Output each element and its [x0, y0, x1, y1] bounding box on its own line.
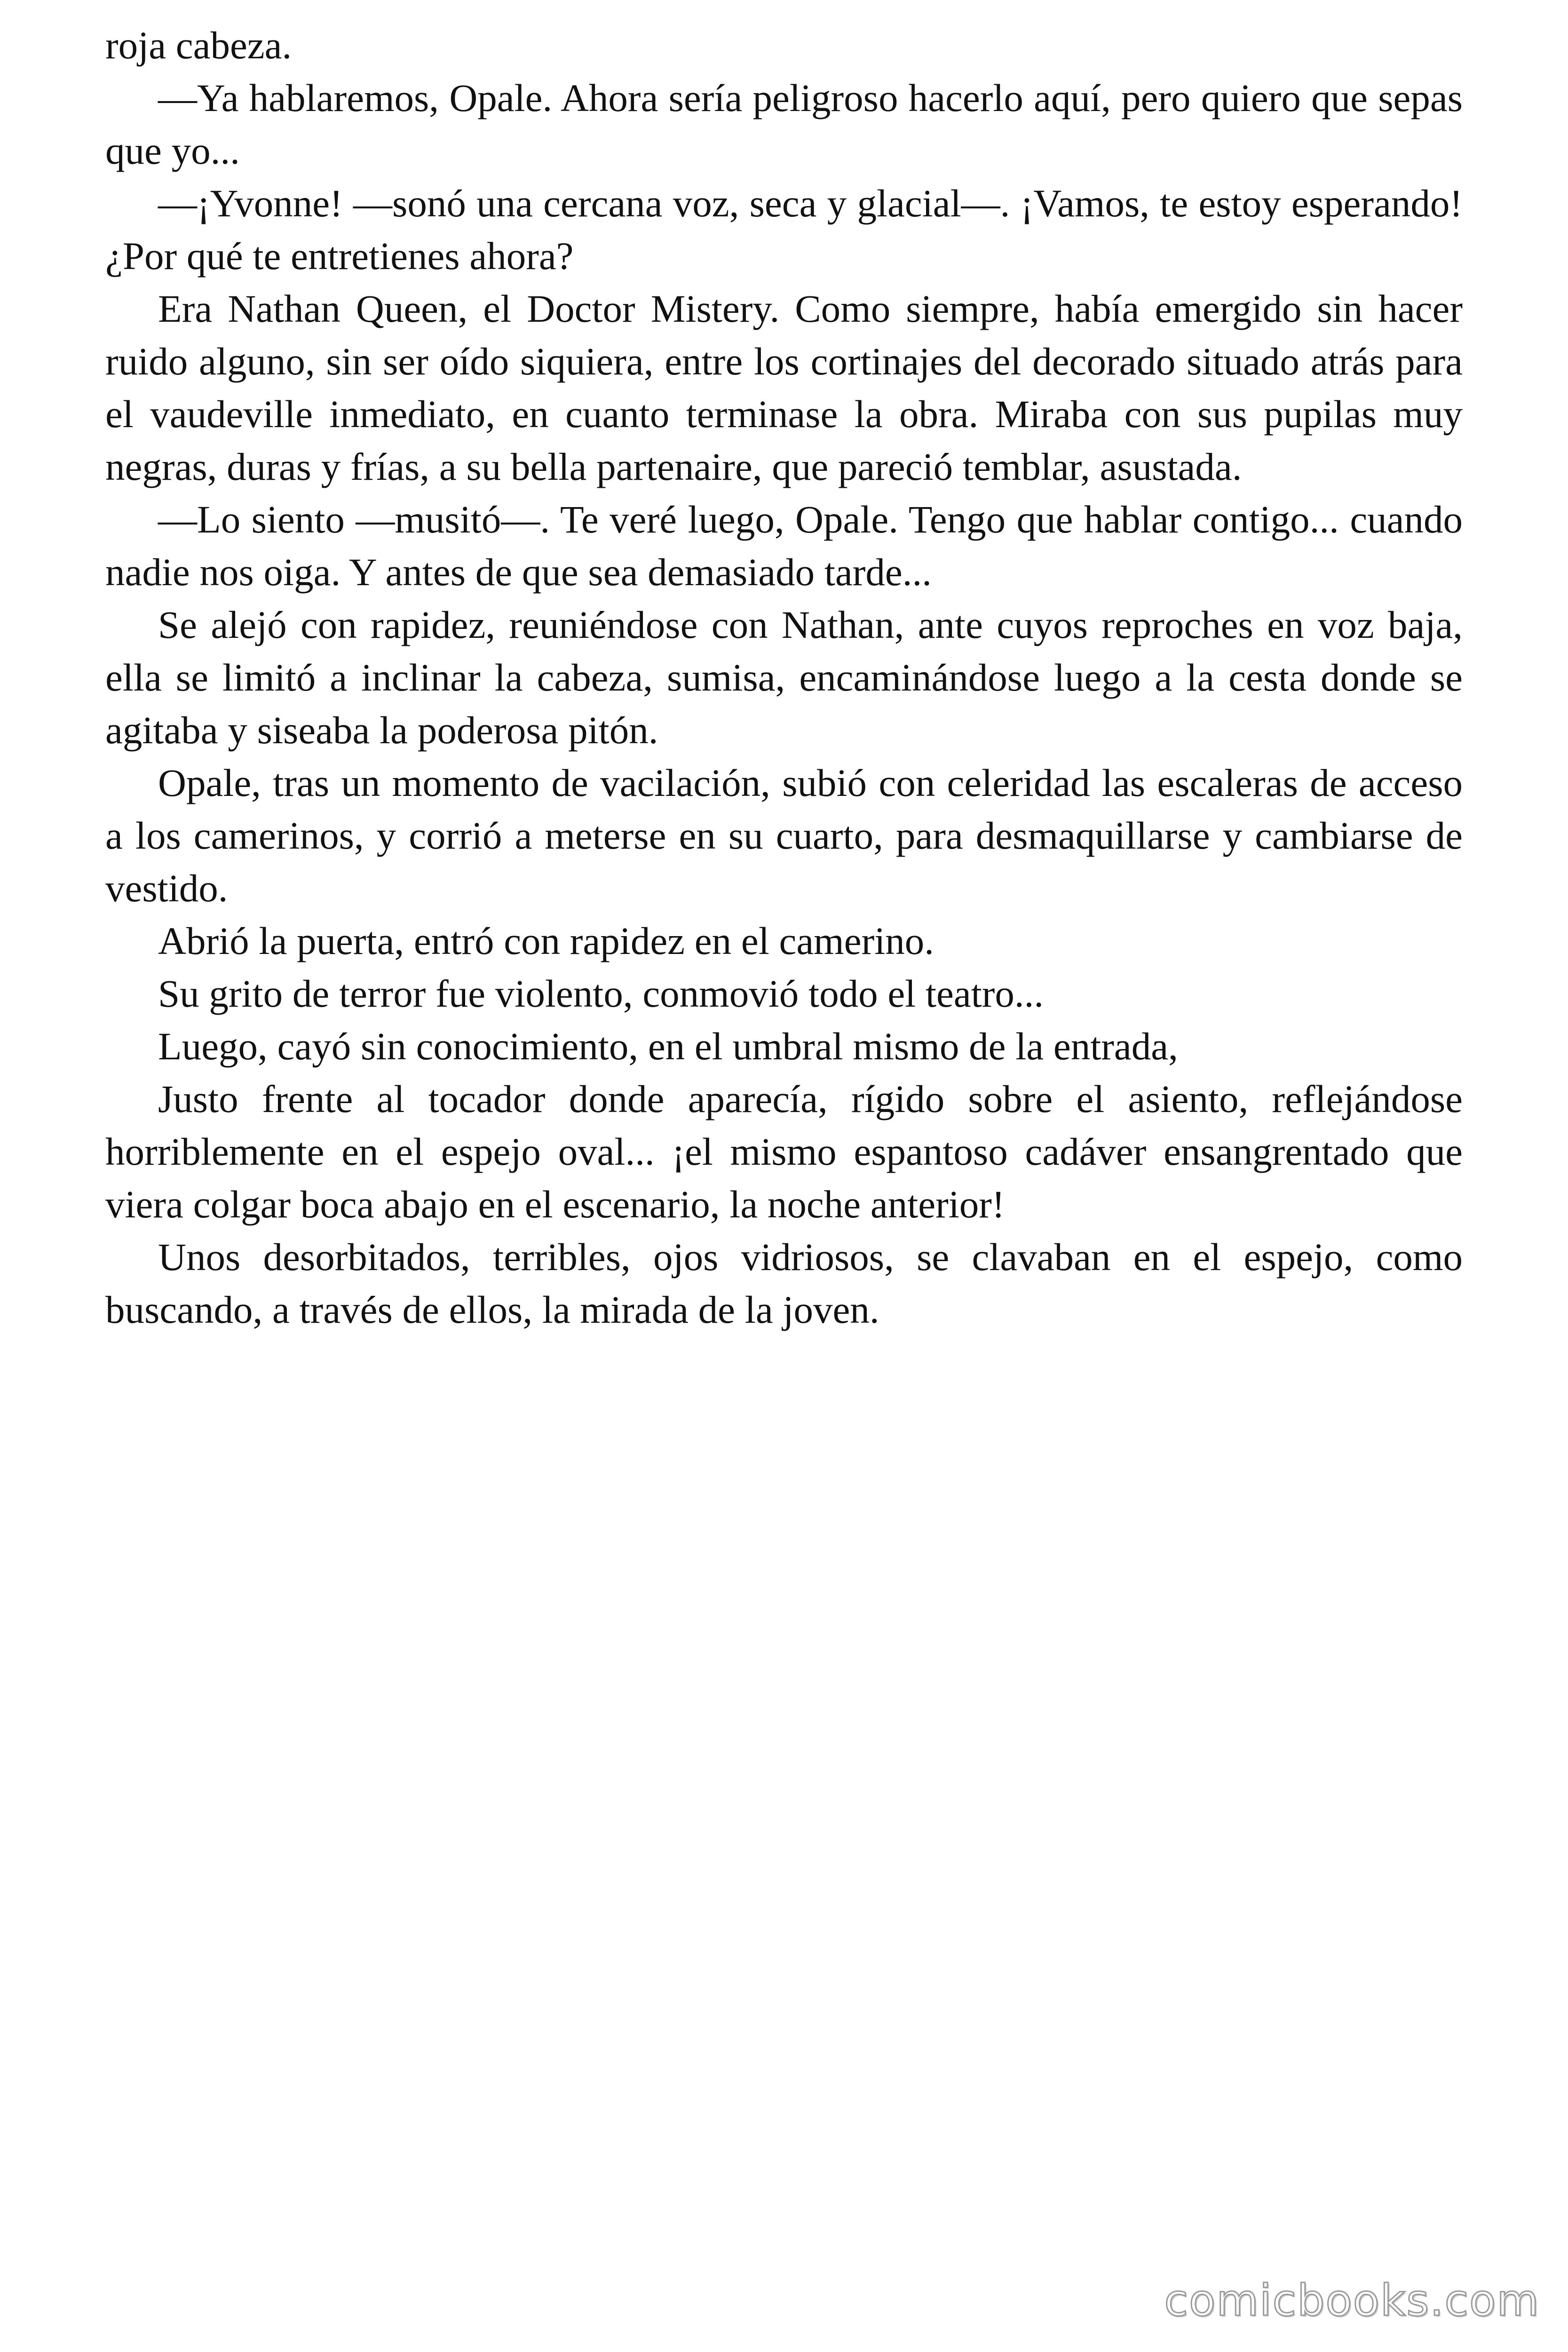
paragraph-8: Abrió la puerta, entró con rapidez en el camerino. — [158, 919, 934, 962]
paragraph-6: Se alejó con rapidez, reuniéndose con Nathan, ante cuyos reproches en voz baja, ella se limitó a inclinar la cabeza, sumisa, encaminándose luego a la cesta donde se agitaba y siseaba la poderosa pitón. — [105, 603, 1463, 752]
watermark: comicbooks.com — [1164, 2275, 1540, 2326]
paragraph-7: Opale, tras un momento de vacilación, subió con celeridad las escaleras de acceso a los camerinos, y corrió a meterse en su cuarto, para desmaquillarse y cambiarse de vestido. — [105, 761, 1463, 910]
paragraph-12: Unos desorbitados, terribles, ojos vidriosos, se clavaban en el espejo, como buscando, a través de ellos, la mirada de la joven. — [105, 1235, 1463, 1331]
paragraph-2: —Ya hablaremos, Opale. Ahora sería peligroso hacerlo aquí, pero quiero que sepas que yo... — [105, 76, 1463, 172]
paragraph-4: Era Nathan Queen, el Doctor Mistery. Como siempre, había emergido sin hacer ruido alguno, sin ser oído siquiera, entre los cortinajes del decorado situado atrás para el vaudeville inmediato, en cuanto terminase la obra. Miraba con sus pupilas muy negras, duras y frías, a su bella partenaire, que pareció temblar, asustada. — [105, 287, 1463, 488]
paragraph-1: roja cabeza. — [105, 24, 292, 67]
paragraph-9: Su grito de terror fue violento, conmovió todo el teatro... — [158, 972, 1044, 1015]
paragraph-3: —¡Yvonne! —sonó una cercana voz, seca y glacial—. ¡Vamos, te estoy esperando! ¿Por qué te entretienes ahora? — [105, 182, 1463, 278]
paragraph-10: Luego, cayó sin conocimiento, en el umbral mismo de la entrada, — [158, 1025, 1178, 1068]
paragraph-5: —Lo siento —musitó—. Te veré luego, Opale. Tengo que hablar contigo... cuando nadie nos oiga. Y antes de que sea demasiado tarde... — [105, 498, 1463, 594]
page-body — [105, 19, 1463, 1336]
paragraph-11: Justo frente al tocador donde aparecía, rígido sobre el asiento, reflejándose horriblemente en el espejo oval... ¡el mismo espantoso cadáver ensangrentado que viera colgar boca abajo en el escenario, la noche anterior! — [105, 1077, 1463, 1226]
